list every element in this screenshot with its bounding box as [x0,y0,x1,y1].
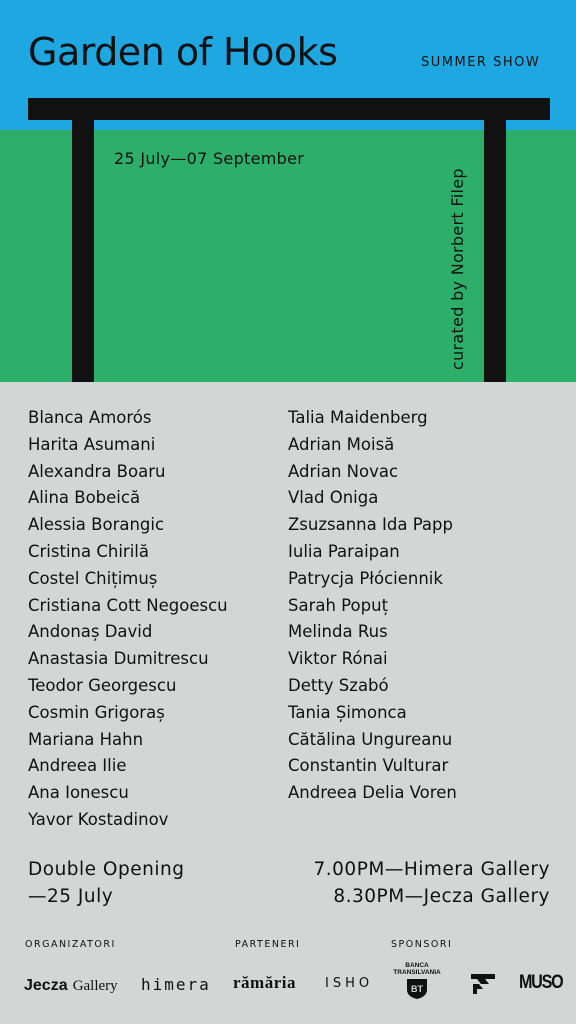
banca-transilvania-logo [391,962,443,1004]
opening-time-jecza: 8.30PM—Jecza Gallery [333,886,550,907]
gate-post-right [484,98,506,382]
artist-name: Costel Chițimuș [28,568,158,588]
artist-name: Anastasia Dumitrescu [28,649,209,669]
artist-name: Tania Șimonca [288,702,407,722]
artist-list-left [28,405,228,834]
bt-line-2: TRANSILVANIA [393,969,441,976]
partners-label: PARTENERI [235,939,301,950]
artist-name: Iulia Paraipan [288,541,400,561]
artist-name: Alessia Borangic [28,515,165,535]
artist-name: Andreea Ilie [28,756,127,776]
exhibition-dates: 25 July—07 September [114,149,305,168]
opening-time-himera: 7.00PM—Himera Gallery [313,859,550,880]
artist-name: Cosmin Grigoraș [28,702,165,722]
opening-times [314,856,550,910]
himera-logo: himera [141,975,211,994]
artist-name: Vlad Oniga [288,488,379,508]
artist-name: Harita Asumani [28,434,156,454]
poster-subtitle: SUMMER SHOW [421,55,541,70]
artist-name: Melinda Rus [288,622,388,642]
ramaria-logo: rămăria [233,973,296,992]
sponsor-mark-icon [470,972,496,1000]
jecza-gallery-logo [24,975,118,995]
opening-line-1: Double Opening [28,859,185,880]
opening-label [28,856,184,910]
artist-name: Viktor Rónai [288,649,388,669]
artist-name: Mariana Hahn [28,729,144,749]
artist-name: Sarah Popuț [288,595,389,615]
bt-shield-icon [405,978,429,1000]
bt-line-1: BANCA [405,962,429,969]
artist-name: Blanca Amorós [28,408,152,427]
artist-name: Ana Ionescu [28,783,129,803]
jecza-logo-bold: Jecza [24,977,68,994]
muso-logo: MUSO [519,972,563,993]
artist-name: Alina Bobeică [28,488,141,508]
artist-name: Alexandra Boaru [28,461,166,481]
artist-name: Andreea Delia Voren [288,783,457,803]
gate-beam [28,98,550,120]
artist-list-right [288,405,457,807]
artist-name: Adrian Moisă [288,434,395,454]
isho-logo: ISHO [325,976,374,991]
gate-post-left [72,98,94,382]
svg-text:BT: BT [411,984,423,994]
artist-name: Detty Szabó [288,675,389,695]
artist-name: Teodor Georgescu [28,675,177,695]
artist-name: Patrycja Płóciennik [288,568,443,588]
sponsors-label: SPONSORI [391,939,453,950]
opening-line-2: —25 July [28,886,114,907]
artist-name: Cristina Chirilă [28,541,149,561]
artist-name: Zsuzsanna Ida Papp [288,515,453,535]
organizers-label: ORGANIZATORI [25,939,116,950]
artist-name: Cătălina Ungureanu [288,729,453,749]
artist-name: Adrian Novac [288,461,399,481]
curator-credit: curated by Norbert Filep [448,168,467,370]
artist-name: Constantin Vulturar [288,756,449,776]
artist-name: Cristiana Cott Negoescu [28,595,228,615]
artist-name: Yavor Kostadinov [28,809,169,829]
artist-name: Talia Maidenberg [288,408,428,427]
poster-title: Garden of Hooks [28,30,338,74]
artist-name: Andonaș David [28,622,153,642]
jecza-logo-rest: Gallery [72,978,118,994]
